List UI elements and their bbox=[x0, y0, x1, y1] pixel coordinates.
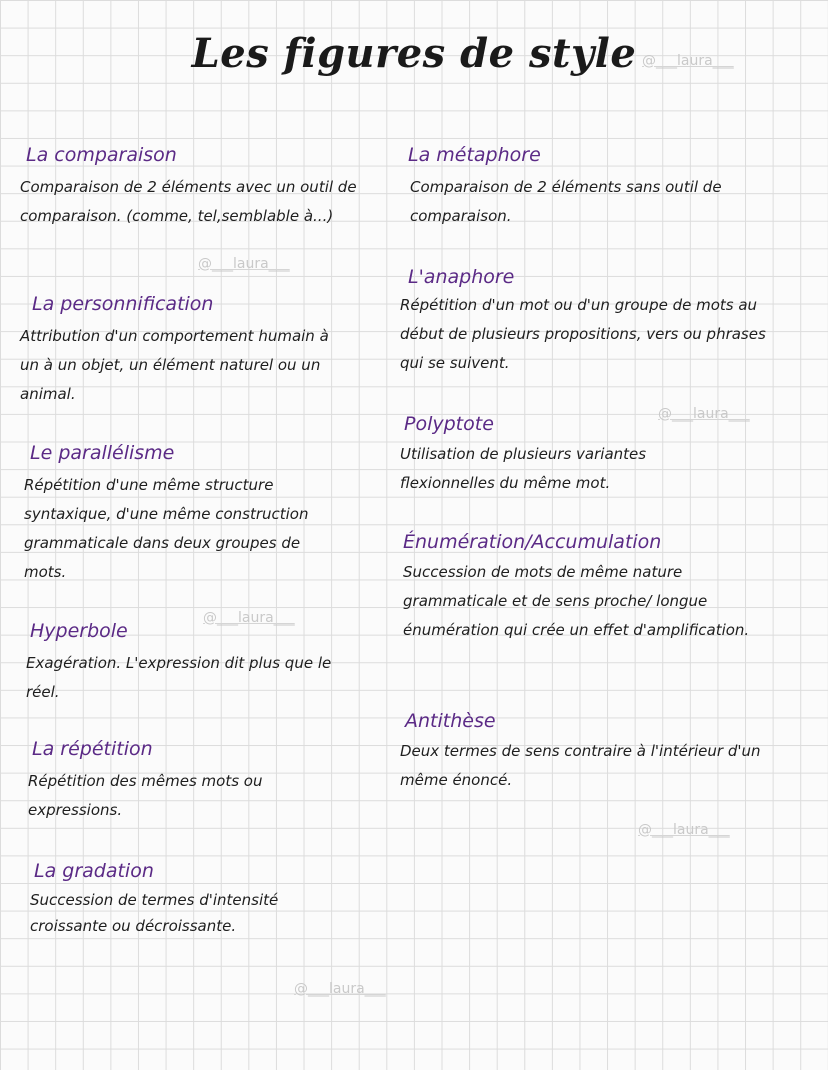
section-text: Succession de termes d'intensité croissante ou décroissante. bbox=[30, 891, 279, 935]
section-text: Répétition d'un mot ou d'un groupe de mots au début de plusieurs propositions, vers ou phrases qui se suivent. bbox=[400, 296, 766, 372]
watermark-left-middle: @___laura___ bbox=[203, 610, 295, 626]
section-text: Exagération. L'expression dit plus que le réel. bbox=[26, 654, 332, 701]
section-metaphore bbox=[408, 141, 788, 231]
section-personnification bbox=[20, 290, 350, 409]
watermark-bottom: @___laura___ bbox=[294, 981, 386, 997]
section-text: Utilisation de plusieurs variantes flexionnelles du même mot. bbox=[400, 445, 647, 492]
section-text: Comparaison de 2 éléments avec un outil de comparaison. (comme, tel,semblable à...) bbox=[20, 178, 357, 225]
section-enumeration bbox=[403, 528, 763, 645]
section-heading: La métaphore bbox=[408, 144, 541, 166]
section-text: Répétition d'une même structure syntaxique, d'une même construction grammaticale dans deux groupes de mots. bbox=[24, 476, 309, 581]
watermark-left-upper: @___laura___ bbox=[198, 256, 290, 272]
section-text: Succession de mots de même nature grammaticale et de sens proche/ longue énumération qui crée un effet d'amplification. bbox=[403, 563, 750, 639]
section-hyperbole bbox=[26, 617, 336, 707]
section-text: Deux termes de sens contraire à l'intérieur d'un même énoncé. bbox=[400, 742, 761, 789]
watermark-right-lower: @___laura___ bbox=[638, 822, 730, 838]
section-comparaison bbox=[20, 141, 380, 231]
section-text: Comparaison de 2 éléments sans outil de comparaison. bbox=[410, 178, 722, 225]
section-heading: La répétition bbox=[32, 738, 153, 760]
watermark-right-middle: @___laura___ bbox=[658, 406, 750, 422]
section-heading: La gradation bbox=[34, 860, 154, 882]
section-polyptote bbox=[400, 410, 740, 498]
watermark-top-right: @___laura___ bbox=[642, 53, 734, 69]
section-heading: Le parallélisme bbox=[30, 442, 175, 464]
section-heading: Énumération/Accumulation bbox=[403, 531, 662, 553]
section-heading: Polyptote bbox=[404, 413, 494, 435]
section-heading: L'anaphore bbox=[408, 266, 515, 288]
section-gradation bbox=[30, 857, 340, 939]
page-title: Les figures de style bbox=[191, 30, 637, 77]
section-anaphore bbox=[400, 263, 780, 378]
section-heading: Antithèse bbox=[405, 710, 496, 732]
section-repetition bbox=[28, 735, 318, 825]
section-parallelisme bbox=[24, 439, 324, 587]
section-heading: La comparaison bbox=[26, 144, 177, 166]
section-heading: Hyperbole bbox=[30, 620, 128, 642]
section-text: Répétition des mêmes mots ou expressions. bbox=[28, 772, 263, 819]
section-text: Attribution d'un comportement humain à un à un objet, un élément naturel ou un animal. bbox=[20, 327, 329, 403]
section-heading: La personnification bbox=[32, 293, 214, 315]
section-antithese bbox=[400, 707, 780, 795]
